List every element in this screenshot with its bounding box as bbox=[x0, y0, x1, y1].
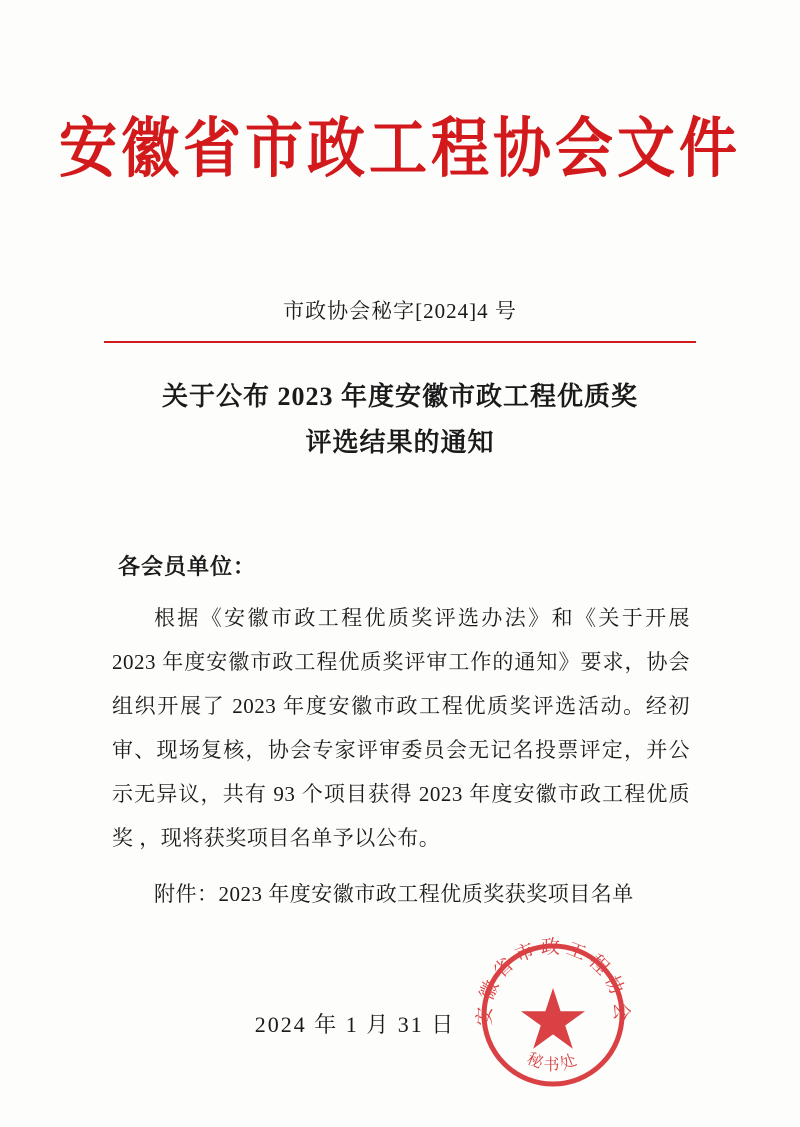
document-number: 市政协会秘字[2024]4 号 bbox=[283, 299, 517, 323]
document-header bbox=[0, 110, 800, 186]
organization-title: 安徽省市政工程协会文件 bbox=[58, 112, 741, 186]
date-line: 2024 年 1 月 31 日 bbox=[254, 1012, 456, 1037]
subject-line-1: 关于公布 2023 年度安徽市政工程优质奖 bbox=[161, 382, 638, 411]
body-text bbox=[112, 596, 690, 861]
body-paragraph: 根据《安徽市政工程优质奖评选办法》和《关于开展 2023 年度安徽市政工程优质奖评审工作的通知》要求，协会组织开展了 2023 年度安徽市政工程优质奖评选活动。经初审、现场复核，协会专家评审委员会无记名投票评定，并公示无异议，共有 93 个项目获得 2023 年度安徽市政工程优质奖 ，现将获奖项目名单予以公布。 bbox=[112, 606, 690, 851]
svg-text:安徽省市政工程协会: 安徽省市政工程协会 bbox=[474, 937, 632, 1026]
attachment-section bbox=[112, 872, 690, 916]
subject-line-2: 评选结果的通知 bbox=[305, 427, 495, 457]
red-separator-rule bbox=[104, 341, 696, 343]
salutation: 各会员单位： bbox=[118, 554, 257, 579]
document-subject bbox=[110, 374, 690, 465]
svg-text:秘书处: 秘书处 bbox=[524, 1050, 582, 1075]
attachment-line: 附件：2023 年度安徽市政工程优质奖获奖项目名单 bbox=[154, 882, 634, 906]
